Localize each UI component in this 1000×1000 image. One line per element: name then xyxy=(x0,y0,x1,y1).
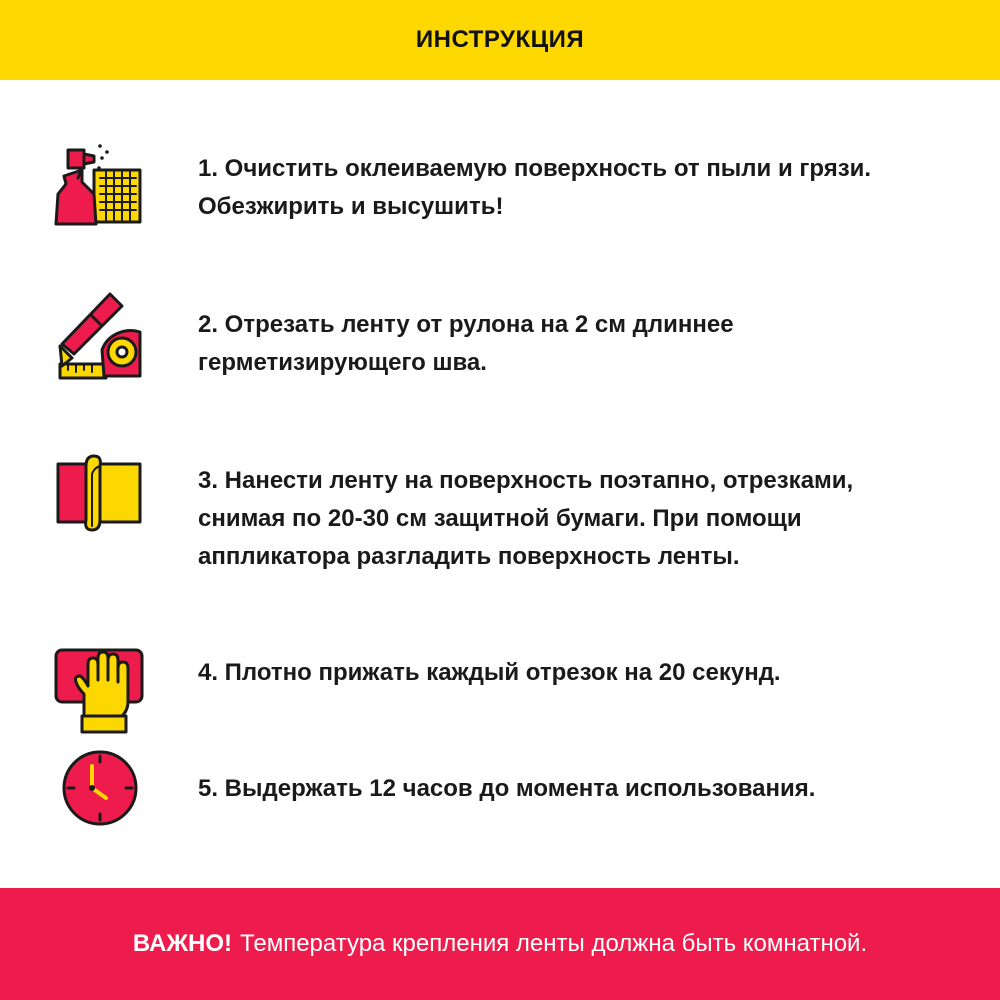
important-label: ВАЖНО! xyxy=(132,930,233,957)
step-1-line-1: 1. Очистить оклеиваемую поверхность от пыли и грязи. xyxy=(198,155,872,182)
step-3-line-2: снимая по 20-30 см защитной бумаги. При помощи xyxy=(198,505,802,532)
step-3-text xyxy=(198,462,978,576)
step-3-line-3: аппликатора разгладить поверхность ленты. xyxy=(198,543,740,570)
step-4-line-1: 4. Плотно прижать каждый отрезок на 20 секунд. xyxy=(198,659,781,686)
step-4-text xyxy=(198,654,978,692)
glove-press-icon xyxy=(52,646,146,740)
step-1-line-2: Обезжирить и высушить! xyxy=(198,193,504,220)
step-2-line-1: 2. Отрезать ленту от рулона на 2 см длиннее xyxy=(198,311,734,338)
header-bar xyxy=(0,0,1000,80)
cutter-tape-measure-icon xyxy=(52,288,146,382)
step-5-line-1: 5. Выдержать 12 часов до момента использования. xyxy=(198,775,816,802)
important-text: Температура крепления ленты должна быть комнатной. xyxy=(240,930,868,957)
page-title: ИНСТРУКЦИЯ xyxy=(415,26,585,53)
step-2-text xyxy=(198,306,978,382)
important-notice-bar xyxy=(0,888,1000,1000)
step-3-line-1: 3. Нанести ленту на поверхность поэтапно, отрезками, xyxy=(198,467,854,494)
step-2-line-2: герметизирующего шва. xyxy=(198,349,487,376)
clock-icon xyxy=(52,740,146,834)
spray-bottle-sponge-icon xyxy=(52,140,146,234)
step-5-text xyxy=(198,770,978,808)
step-1-text xyxy=(198,150,978,226)
tape-application-icon xyxy=(52,448,146,542)
